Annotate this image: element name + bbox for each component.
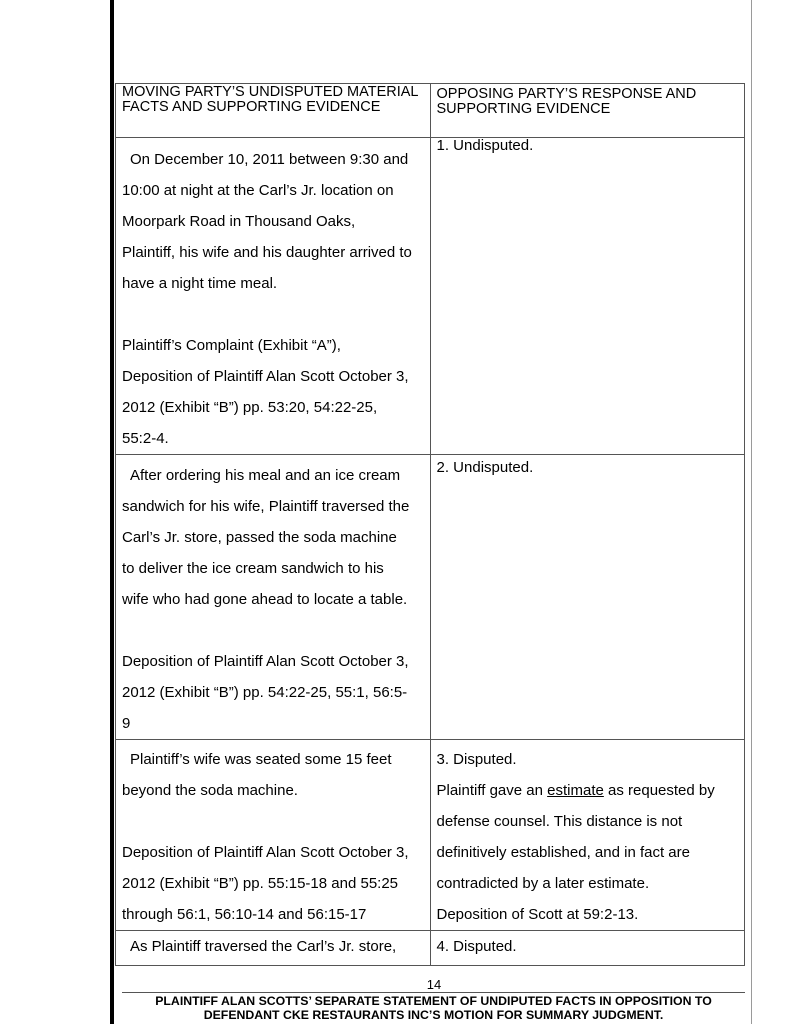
fact-line: Moorpark Road in Thousand Oaks,: [122, 213, 356, 230]
fact-line: to deliver the ice cream sandwich to his: [122, 560, 384, 577]
footer-rule: [122, 992, 745, 993]
fact-cell: [116, 931, 431, 966]
evidence-line: 2012 (Exhibit “B”) pp. 53:20, 54:22-25,: [122, 399, 378, 416]
fact-line: Carl’s Jr. store, passed the soda machine: [122, 529, 397, 546]
left-margin-line: [110, 0, 114, 1024]
fact-line: 10:00 at night at the Carl’s Jr. location on: [122, 182, 394, 199]
footer-line: DEFENDANT CKE RESTAURANTS INC’S MOTION FOR SUMMARY JUDGMENT.: [203, 1008, 664, 1022]
fact-line: have a night time meal.: [122, 275, 278, 292]
page-number: 14: [426, 977, 442, 992]
footer-line: PLAINTIFF ALAN SCOTTS’ SEPARATE STATEMENT OF UNDIPUTED FACTS IN OPPOSITION TO: [155, 994, 712, 1008]
response-detail-line: [437, 775, 739, 806]
table-row: [116, 138, 745, 455]
response-cell: [430, 931, 745, 966]
response-text: 4. Disputed.: [436, 938, 517, 955]
fact-cell: [116, 455, 431, 740]
evidence-line: through 56:1, 56:10-14 and 56:15-17: [122, 906, 367, 923]
response-detail-line: defense counsel. This distance is not: [436, 813, 683, 830]
fact-cell: [116, 138, 431, 455]
right-margin-line: [751, 0, 752, 1024]
response-detail-post: as requested by: [603, 782, 715, 799]
response-cell: [430, 455, 745, 740]
fact-line: On December 10, 2011 between 9:30 and: [130, 151, 409, 168]
response-cell: [430, 740, 745, 931]
evidence-line: Plaintiff’s Complaint (Exhibit “A”),: [122, 337, 341, 354]
fact-line: As Plaintiff traversed the Carl’s Jr. store,: [130, 938, 397, 955]
fact-line: Plaintiff, his wife and his daughter arrived to: [122, 244, 412, 261]
underlined-word: estimate: [547, 782, 604, 799]
response-text: 2. Undisputed.: [436, 459, 534, 476]
evidence-line: 2012 (Exhibit “B”) pp. 55:15-18 and 55:25: [122, 875, 399, 892]
table-row: [116, 931, 745, 966]
evidence-line: Deposition of Plaintiff Alan Scott October 3,: [122, 844, 409, 861]
fact-line: Plaintiff’s wife was seated some 15 feet: [130, 751, 392, 768]
evidence-line: 2012 (Exhibit “B”) pp. 54:22-25, 55:1, 56:5-: [122, 684, 408, 701]
header-opposing-party: OPPOSING PARTY’S RESPONSE AND SUPPORTING EVIDENCE: [430, 84, 745, 138]
fact-cell: [116, 740, 431, 931]
evidence-line: 55:2-4.: [122, 430, 169, 447]
fact-line: After ordering his meal and an ice cream: [130, 467, 401, 484]
response-detail-line: contradicted by a later estimate.: [436, 875, 650, 892]
table-header-row: [116, 84, 745, 138]
header-moving-party: MOVING PARTY’S UNDISPUTED MATERIAL FACTS AND SUPPORTING EVIDENCE: [116, 84, 431, 138]
evidence-line: Deposition of Plaintiff Alan Scott October 3,: [122, 653, 409, 670]
fact-line: sandwich for his wife, Plaintiff traversed the: [122, 498, 410, 515]
table-row: [116, 740, 745, 931]
evidence-line: Deposition of Plaintiff Alan Scott October 3,: [122, 368, 409, 385]
response-text: 3. Disputed.: [436, 751, 517, 768]
response-cell: [430, 138, 745, 455]
fact-line: beyond the soda machine.: [122, 782, 298, 799]
table-row: [116, 455, 745, 740]
response-text: 1. Undisputed.: [436, 137, 534, 154]
fact-line: wife who had gone ahead to locate a table.: [122, 591, 408, 608]
response-detail-line: definitively established, and in fact are: [436, 844, 690, 861]
response-detail-line: Deposition of Scott at 59:2-13.: [436, 906, 639, 923]
facts-table: [115, 83, 745, 966]
footer-caption: [122, 994, 745, 1022]
evidence-line: 9: [122, 715, 131, 732]
response-detail-pre: Plaintiff gave an: [436, 782, 548, 799]
